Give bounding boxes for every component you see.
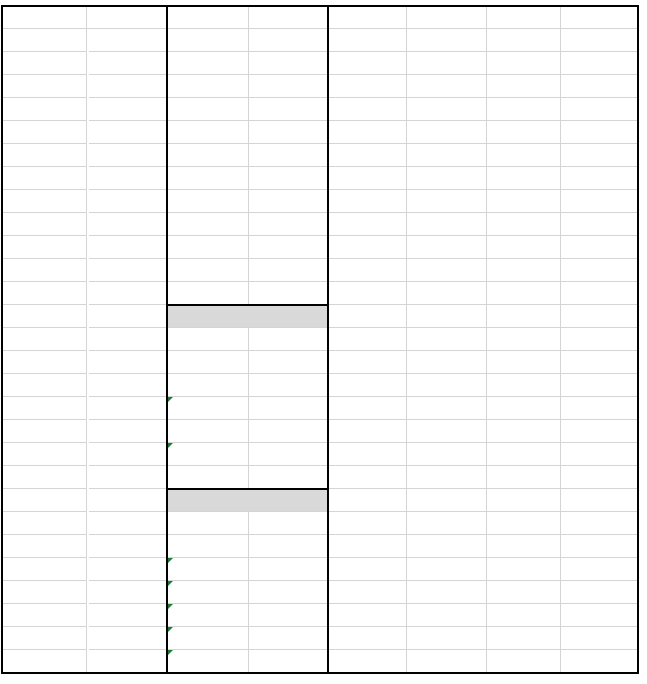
security-code-cell[interactable] [2,52,87,75]
section-title-stock1[interactable] [167,305,328,328]
header-name[interactable] [249,328,328,351]
empty-cell[interactable] [487,512,561,535]
long-ratio-cell[interactable] [407,213,487,236]
security-name-cell[interactable] [89,489,167,512]
empty-cell[interactable] [561,374,638,397]
empty-cell[interactable] [2,581,87,604]
stock-name-cell[interactable] [249,627,328,650]
commodity-code-cell[interactable] [328,535,407,558]
empty-cell[interactable] [561,558,638,581]
commodity-code-cell[interactable] [487,121,561,144]
long-ratio-cell[interactable] [407,75,487,98]
security-name-cell[interactable] [89,144,167,167]
empty-cell[interactable] [249,282,328,305]
short-ratio-cell[interactable] [561,75,638,98]
long-ratio-cell[interactable] [407,236,487,259]
security-code-cell[interactable] [2,466,87,489]
security-code-cell[interactable] [167,236,249,259]
long-ratio-cell[interactable] [407,98,487,121]
stock-name-cell[interactable] [249,443,328,466]
long-ratio-cell[interactable] [407,466,487,489]
security-name-cell[interactable] [89,98,167,121]
security-code-cell[interactable] [2,305,87,328]
commodity-code-cell[interactable] [487,75,561,98]
empty-cell[interactable] [89,558,167,581]
stock-code-cell[interactable] [167,535,249,558]
security-name-cell[interactable] [89,420,167,443]
security-name-cell[interactable] [249,190,328,213]
empty-cell[interactable] [561,581,638,604]
security-name-cell[interactable] [89,466,167,489]
long-ratio-cell[interactable] [407,512,487,535]
security-name-cell[interactable] [89,305,167,328]
header-name[interactable] [249,512,328,535]
commodity-code-cell[interactable] [328,144,407,167]
security-code-cell[interactable] [2,213,87,236]
security-name-cell[interactable] [89,213,167,236]
empty-cell[interactable] [561,466,638,489]
commodity-code-cell[interactable] [328,420,407,443]
long-ratio-cell[interactable] [407,558,487,581]
security-code-cell[interactable] [2,167,87,190]
empty-cell[interactable] [561,489,638,512]
stock-name-cell[interactable] [249,374,328,397]
commodity-code-cell[interactable] [328,305,407,328]
security-name-cell[interactable] [89,121,167,144]
stock-name-cell[interactable] [249,604,328,627]
empty-cell[interactable] [561,443,638,466]
long-ratio-cell[interactable] [407,328,487,351]
long-ratio-cell[interactable] [407,443,487,466]
security-code-cell[interactable] [2,282,87,305]
short-ratio-cell[interactable] [561,52,638,75]
security-code-cell[interactable] [167,144,249,167]
commodity-code-cell[interactable] [328,98,407,121]
security-code-cell[interactable] [2,190,87,213]
security-name-cell[interactable] [89,167,167,190]
security-code-cell[interactable] [2,121,87,144]
header-short-code[interactable] [487,29,561,52]
short-ratio-cell[interactable] [561,190,638,213]
commodity-code-cell[interactable] [328,558,407,581]
commodity-code-cell[interactable] [328,75,407,98]
security-name-cell[interactable] [89,397,167,420]
security-code-cell[interactable] [167,190,249,213]
security-code-cell[interactable] [2,144,87,167]
stock-code-cell[interactable] [167,351,249,374]
stock-code-cell[interactable] [167,374,249,397]
empty-cell[interactable] [487,443,561,466]
long-ratio-cell[interactable] [407,374,487,397]
commodity-code-cell[interactable] [487,213,561,236]
security-name-cell[interactable] [249,167,328,190]
security-name-cell[interactable] [249,121,328,144]
commodity-code-cell[interactable] [487,144,561,167]
commodity-code-cell[interactable] [487,167,561,190]
security-code-cell[interactable] [167,167,249,190]
long-ratio-cell[interactable] [407,351,487,374]
long-ratio-cell[interactable] [407,259,487,282]
security-name-cell[interactable] [89,374,167,397]
empty-cell[interactable] [2,650,87,673]
stock-code-cell[interactable] [167,443,249,466]
security-name-cell[interactable] [249,213,328,236]
commodity-code-cell[interactable] [487,52,561,75]
security-code-cell[interactable] [167,98,249,121]
section-title-diyijia[interactable] [167,6,328,29]
short-ratio-cell[interactable] [561,213,638,236]
security-code-cell[interactable] [167,121,249,144]
header-code[interactable] [167,328,249,351]
stock-name-cell[interactable] [249,535,328,558]
empty-cell[interactable] [487,581,561,604]
empty-cell[interactable] [487,282,561,305]
empty-cell[interactable] [561,397,638,420]
section-title-futures[interactable] [328,6,638,29]
empty-cell[interactable] [487,466,561,489]
security-name-cell[interactable] [249,52,328,75]
empty-cell[interactable] [487,650,561,673]
empty-cell[interactable] [487,489,561,512]
security-code-cell[interactable] [2,443,87,466]
empty-cell[interactable] [561,259,638,282]
empty-cell[interactable] [487,558,561,581]
security-name-cell[interactable] [249,98,328,121]
long-ratio-cell[interactable] [407,489,487,512]
security-name-cell[interactable] [89,236,167,259]
empty-cell[interactable] [561,328,638,351]
border-line [166,304,328,306]
commodity-code-cell[interactable] [328,213,407,236]
security-name-cell[interactable] [249,75,328,98]
long-ratio-cell[interactable] [407,420,487,443]
empty-cell[interactable] [561,420,638,443]
security-name-cell[interactable] [89,328,167,351]
security-name-cell[interactable] [89,259,167,282]
security-code-cell[interactable] [2,397,87,420]
empty-cell[interactable] [89,535,167,558]
section-title-stock2[interactable] [167,489,328,512]
header-long-ratio[interactable] [407,29,487,52]
security-name-cell[interactable] [249,236,328,259]
empty-cell[interactable] [89,604,167,627]
empty-cell[interactable] [561,604,638,627]
stock-name-cell[interactable] [249,650,328,673]
empty-cell[interactable] [561,650,638,673]
empty-cell[interactable] [89,512,167,535]
empty-cell[interactable] [89,627,167,650]
commodity-code-cell[interactable] [328,512,407,535]
border-line [166,6,168,673]
header-name[interactable] [249,29,328,52]
long-ratio-cell[interactable] [407,282,487,305]
short-ratio-cell[interactable] [561,121,638,144]
security-code-cell[interactable] [2,328,87,351]
empty-cell[interactable] [487,374,561,397]
empty-cell[interactable] [487,535,561,558]
empty-cell[interactable] [487,397,561,420]
header-code[interactable] [167,29,249,52]
commodity-code-cell[interactable] [328,52,407,75]
stock-name-cell[interactable] [249,351,328,374]
empty-cell[interactable] [2,512,87,535]
stock-name-cell[interactable] [249,558,328,581]
long-ratio-cell[interactable] [407,52,487,75]
long-ratio-cell[interactable] [407,604,487,627]
empty-cell[interactable] [167,282,249,305]
border-line [327,6,329,673]
commodity-code-cell[interactable] [328,328,407,351]
security-code-cell[interactable] [2,236,87,259]
security-name-cell[interactable] [249,259,328,282]
security-name-cell[interactable] [89,75,167,98]
empty-cell[interactable] [2,558,87,581]
long-ratio-cell[interactable] [407,121,487,144]
security-code-cell[interactable] [2,489,87,512]
empty-cell[interactable] [487,328,561,351]
commodity-code-cell[interactable] [328,466,407,489]
border-line [1,672,639,674]
security-code-cell[interactable] [2,374,87,397]
border-line [1,6,3,673]
long-ratio-cell[interactable] [407,144,487,167]
stock-code-cell[interactable] [167,558,249,581]
empty-cell[interactable] [561,305,638,328]
stock-code-cell[interactable] [167,397,249,420]
security-code-cell[interactable] [2,420,87,443]
empty-cell[interactable] [2,627,87,650]
commodity-code-cell[interactable] [328,604,407,627]
security-code-cell[interactable] [167,75,249,98]
commodity-code-cell[interactable] [328,121,407,144]
empty-cell[interactable] [2,604,87,627]
commodity-code-cell[interactable] [328,489,407,512]
border-line [1,5,639,7]
security-code-cell[interactable] [2,75,87,98]
commodity-code-cell[interactable] [487,98,561,121]
stock-code-cell[interactable] [167,627,249,650]
header-name[interactable] [89,29,167,52]
commodity-code-cell[interactable] [328,374,407,397]
empty-cell[interactable] [487,259,561,282]
security-code-cell[interactable] [2,351,87,374]
long-ratio-cell[interactable] [407,627,487,650]
empty-cell[interactable] [487,351,561,374]
stock-name-cell[interactable] [249,397,328,420]
empty-cell[interactable] [487,604,561,627]
header-long-code[interactable] [328,29,407,52]
section-title-shuangdi[interactable] [2,6,167,29]
empty-cell[interactable] [487,305,561,328]
stock-code-cell[interactable] [167,581,249,604]
empty-cell[interactable] [487,236,561,259]
commodity-code-cell[interactable] [328,259,407,282]
empty-cell[interactable] [487,420,561,443]
security-code-cell[interactable] [2,98,87,121]
security-code-cell[interactable] [167,52,249,75]
stock-code-cell[interactable] [167,650,249,673]
header-code[interactable] [2,29,87,52]
security-code-cell[interactable] [167,259,249,282]
security-name-cell[interactable] [89,443,167,466]
commodity-code-cell[interactable] [328,167,407,190]
long-ratio-cell[interactable] [407,190,487,213]
empty-cell[interactable] [2,535,87,558]
commodity-code-cell[interactable] [328,397,407,420]
security-code-cell[interactable] [2,259,87,282]
security-name-cell[interactable] [89,52,167,75]
commodity-code-cell[interactable] [328,627,407,650]
empty-cell[interactable] [167,466,249,489]
short-ratio-cell[interactable] [561,144,638,167]
stock-code-cell[interactable] [167,420,249,443]
empty-cell[interactable] [561,512,638,535]
commodity-code-cell[interactable] [328,443,407,466]
commodity-code-cell[interactable] [487,190,561,213]
empty-cell[interactable] [561,351,638,374]
empty-cell[interactable] [561,282,638,305]
header-code[interactable] [167,512,249,535]
stock-name-cell[interactable] [249,420,328,443]
stock-code-cell[interactable] [167,604,249,627]
commodity-code-cell[interactable] [328,650,407,673]
short-ratio-cell[interactable] [561,98,638,121]
border-line [166,488,328,490]
long-ratio-cell[interactable] [407,167,487,190]
commodity-code-cell[interactable] [328,190,407,213]
long-ratio-cell[interactable] [407,650,487,673]
security-code-cell[interactable] [167,213,249,236]
commodity-code-cell[interactable] [328,282,407,305]
long-ratio-cell[interactable] [407,535,487,558]
empty-cell[interactable] [561,627,638,650]
empty-cell[interactable] [487,627,561,650]
commodity-code-cell[interactable] [328,351,407,374]
security-name-cell[interactable] [89,282,167,305]
empty-cell[interactable] [561,535,638,558]
empty-cell[interactable] [89,650,167,673]
security-name-cell[interactable] [89,351,167,374]
commodity-code-cell[interactable] [328,581,407,604]
border-line [637,6,639,673]
header-short-ratio[interactable] [561,29,638,52]
security-name-cell[interactable] [89,190,167,213]
long-ratio-cell[interactable] [407,397,487,420]
commodity-code-cell[interactable] [328,236,407,259]
empty-cell[interactable] [561,236,638,259]
short-ratio-cell[interactable] [561,167,638,190]
long-ratio-cell[interactable] [407,305,487,328]
empty-cell[interactable] [249,466,328,489]
long-ratio-cell[interactable] [407,581,487,604]
security-name-cell[interactable] [249,144,328,167]
empty-cell[interactable] [89,581,167,604]
stock-name-cell[interactable] [249,581,328,604]
